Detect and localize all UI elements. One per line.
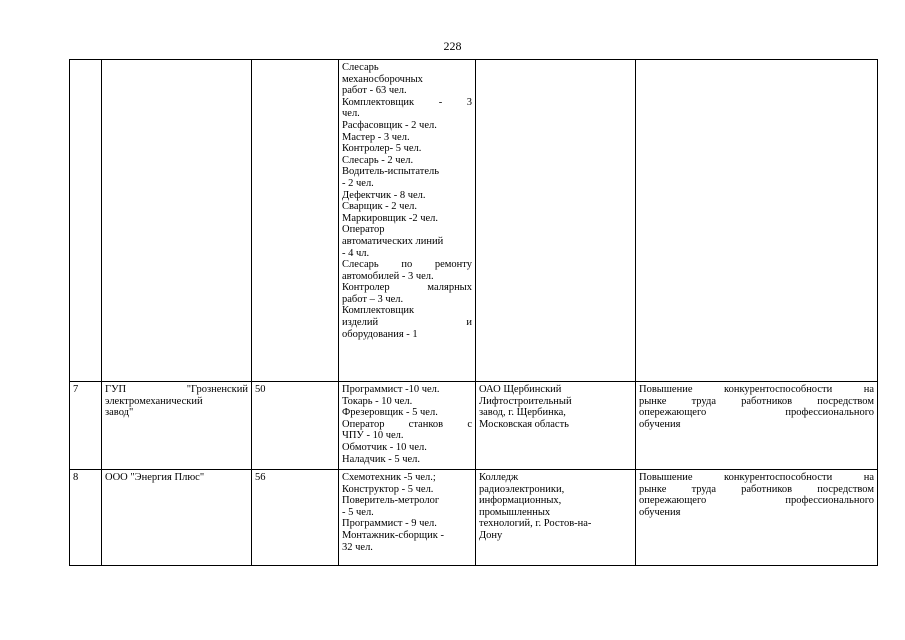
cell-word: ремонту [434,259,472,271]
cell-line: Оператор [342,224,385,236]
cell-word: работников [741,483,793,495]
training-table [69,59,878,566]
institution-cell [476,382,636,470]
cell-line [639,384,874,396]
cell-word: с [467,418,472,430]
cell-line: Обмотчик - 10 чел. [342,441,427,453]
cell-line: ЧПУ - 10 чел. [342,430,404,442]
cell-word: - [438,96,443,108]
cell-word: на [863,384,874,395]
table-row-continuation [70,60,878,382]
org-cell [102,60,252,382]
cell-line: - 5 чел. [342,506,374,518]
cell-word: Комплектовщик [342,96,415,108]
cell-line [639,484,874,496]
cell-line: - 4 чл. [342,247,370,259]
table-row [70,382,878,470]
cell-word: конкурентоспособности [724,472,833,483]
cell-line [342,259,472,271]
institution-cell [476,470,636,566]
num-cell: 7 [70,382,102,470]
org-cell [102,382,252,470]
cell-line: Схемотехник -5 чел.; [342,472,436,483]
cell-line [639,396,874,408]
cell-word: профессионального [785,495,874,507]
professions-cell [339,382,476,470]
cell-word: на [863,472,874,483]
page-number: 228 [443,39,462,53]
professions-cell [339,60,476,382]
cell-word: Слесарь [342,259,379,271]
cell-line: работ – 3 чел. [342,293,404,305]
institution-cell [476,60,636,382]
cell-line: Дону [479,529,503,541]
cell-word: труда [691,395,716,407]
cell-word: Повышение [639,384,693,395]
count-cell [252,60,339,382]
cell-word: по [401,259,413,271]
cell-line: Слесарь - 2 чел. [342,154,414,166]
cell-word: изделий [342,317,379,329]
cell-line: технологий, г. Ростов-на- [479,518,592,530]
cell-line: Маркировщик -2 чел. [342,212,439,224]
cell-word: работников [741,395,793,407]
cell-line: 32 чел. [342,541,373,553]
cell-line: информационных, [479,495,562,507]
table-row [70,470,878,566]
cell-line: Контролер- 5 чел. [342,143,422,155]
cell-line: Мастер - 3 чел. [342,131,410,143]
cell-line [342,97,472,109]
cell-line: завод, г. Щербинка, [479,407,566,419]
cell-line: радиоэлектроники, [479,483,565,495]
cell-line: Лифтостроительный [479,395,572,407]
cell-line: - 2 чел. [342,177,374,189]
cell-word: "Грозненский [186,384,248,395]
cell-line [639,407,874,419]
cell-word: Контролер [342,282,390,294]
cell-line: автомобилей - 3 чел. [342,270,434,282]
cell-line: автоматических линий [342,235,444,247]
professions-cell [339,470,476,566]
cell-line: Водитель-испытатель [342,166,440,178]
cell-word: профессионального [785,407,874,419]
cell-word: труда [691,483,716,495]
cell-word: посредством [817,395,874,407]
cell-line: Сварщик - 2 чел. [342,201,417,213]
cell-line: Конструктор - 5 чел. [342,483,434,495]
cell-line: Дефектчик - 8 чел. [342,189,426,201]
cell-word: конкурентоспособности [724,384,833,395]
cell-line [105,384,248,396]
cell-line: Программист -10 чел. [342,384,440,395]
cell-line: промышленных [479,506,551,518]
cell-line: Поверитель-метролог [342,495,440,507]
cell-line: обучения [639,506,681,518]
cell-line: Программист - 9 чел. [342,518,437,530]
cell-word: ГУП [105,384,127,395]
cell-word: рынке [639,395,667,407]
org-cell [102,470,252,566]
cell-line: Колледж [479,472,519,483]
cell-line: чел. [342,108,360,120]
cell-line: Расфасовщик - 2 чел. [342,119,437,131]
cell-line: обучения [639,418,681,430]
cell-line: Фрезеровщик - 5 чел. [342,407,438,419]
cell-word: опережающего [639,407,707,419]
count-cell: 50 [252,382,339,470]
cell-line: механосборочных [342,73,423,85]
cell-line: Слесарь [342,62,379,73]
cell-line: Монтажник-сборщик - [342,529,444,541]
num-cell: 8 [70,470,102,566]
cell-line: Московская область [479,418,569,430]
cell-line: работ - 63 чел. [342,85,407,97]
cell-line [342,282,472,294]
cell-line: ООО "Энергия Плюс" [105,472,205,483]
cell-word: рынке [639,483,667,495]
goal-cell [636,60,878,382]
cell-line: Токарь - 10 чел. [342,395,413,407]
cell-line [342,419,472,431]
cell-word: 3 [466,96,472,108]
cell-line: электромеханический [105,395,203,407]
cell-line: оборудования - 1 [342,328,418,340]
cell-word: опережающего [639,495,707,507]
cell-word: посредством [817,483,874,495]
num-cell [70,60,102,382]
cell-line [639,472,874,484]
cell-line [342,317,472,329]
cell-line: ОАО Щербинский [479,384,562,395]
cell-word: малярных [427,282,472,294]
cell-word: Повышение [639,472,693,483]
cell-line: Комплектовщик [342,305,415,317]
cell-line: завод" [105,407,134,419]
goal-cell [636,382,878,470]
count-cell: 56 [252,470,339,566]
cell-word: Оператор [342,418,385,430]
cell-word: станков [408,418,444,430]
cell-word: и [466,317,472,329]
cell-line: Наладчик - 5 чел. [342,453,421,465]
goal-cell [636,470,878,566]
cell-line [639,495,874,507]
